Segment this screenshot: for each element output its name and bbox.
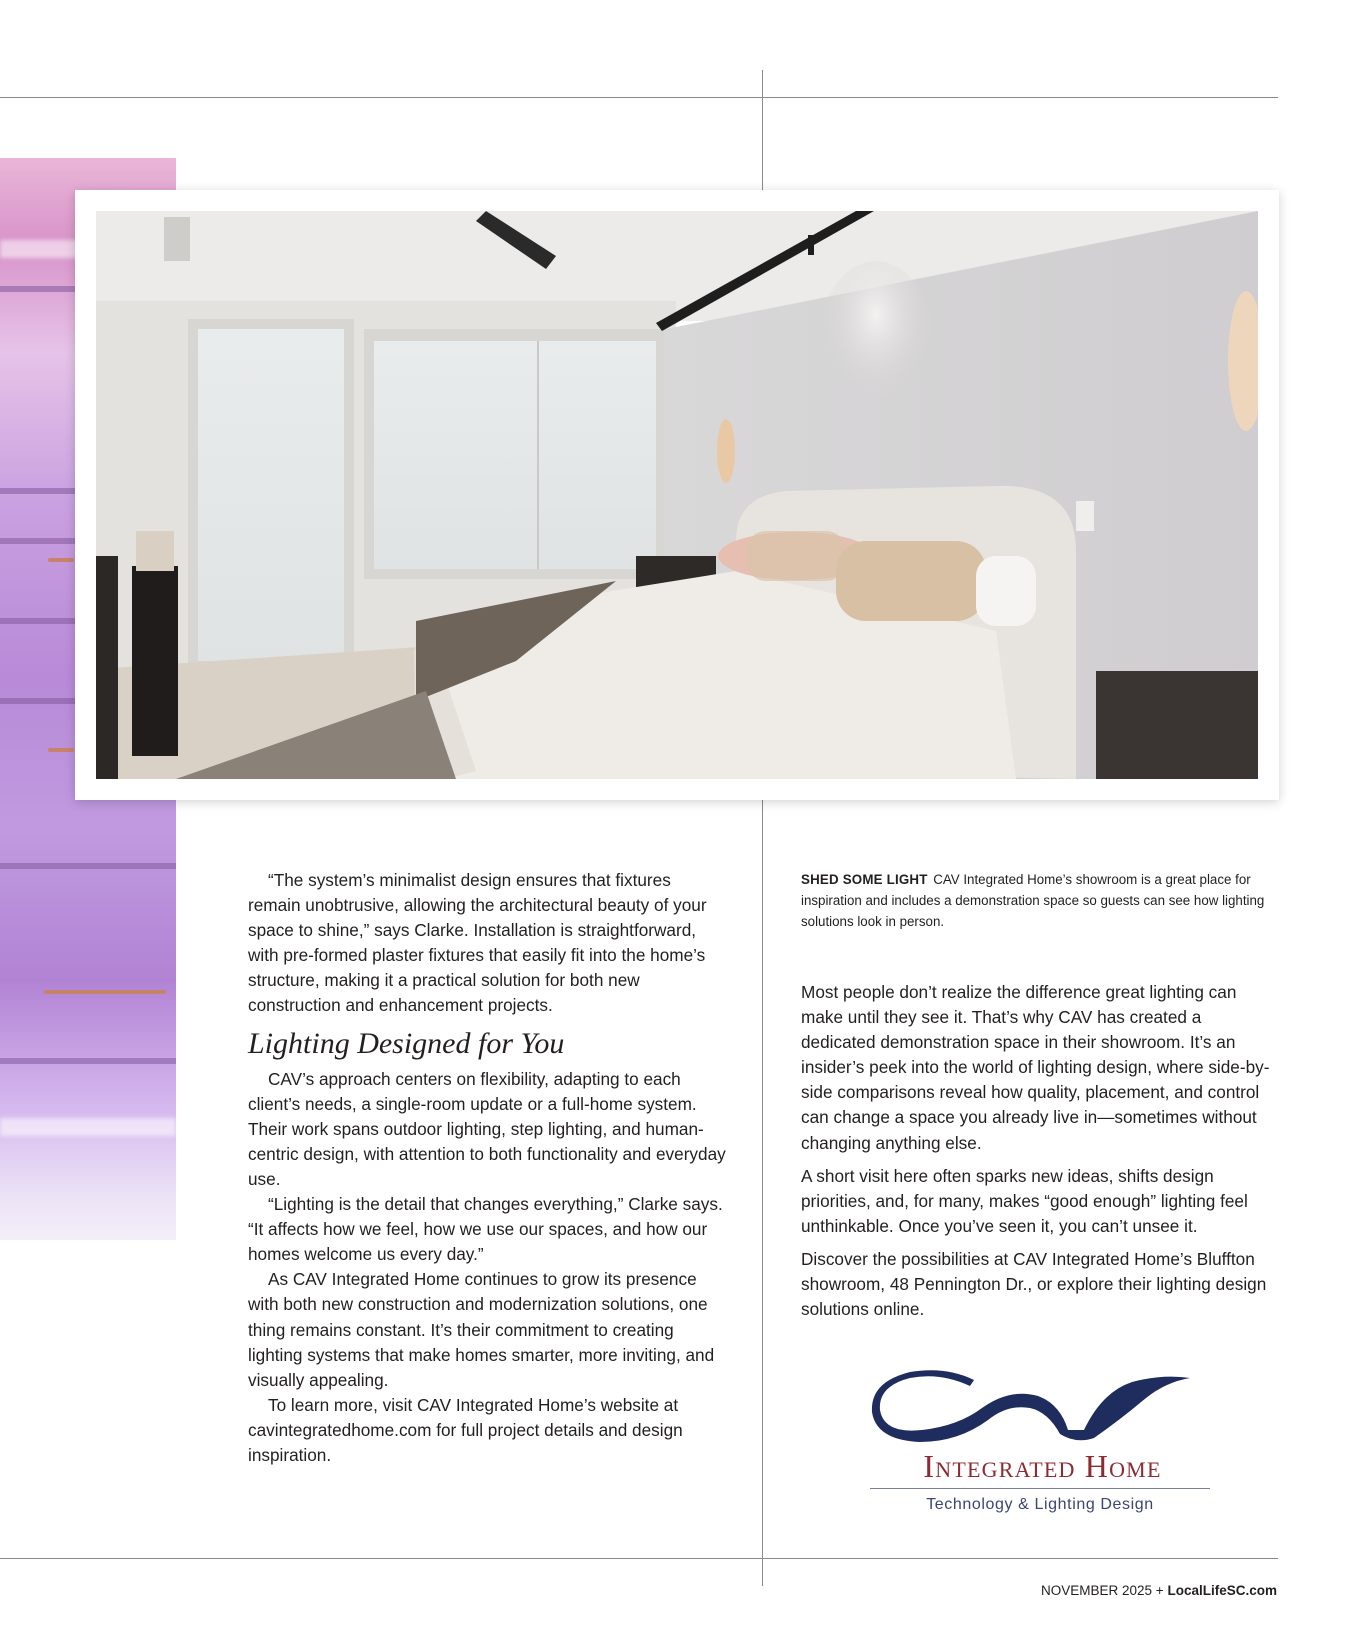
logo-wordmark: Integrated Home (923, 1448, 1162, 1484)
section-subhead: Lighting Designed for You (248, 1026, 565, 1060)
paragraph: As CAV Integrated Home continues to grow its presence with both new construction and modernization solutions, one thing remains constant. It’s their commitment to creating lighting systems that make homes smarter, more inviting, and visually appealing. (248, 1269, 715, 1390)
caption-text: CAV Integrated Home’s showroom is a great place for inspiration and includes a demonstration space so guests can see how lighting solutions look in person. (801, 872, 1265, 930)
paragraph: “Lighting is the detail that changes everything,” Clarke says. “It affects how we feel, how we use our spaces, and how our homes welcome us every day.” (248, 1194, 723, 1265)
paragraph: Discover the possibilities at CAV Integrated Home’s Bluffton showroom, 48 Pennington Dr., or explore their lighting design solutions online. (801, 1248, 1267, 1320)
logo-divider (870, 1488, 1210, 1489)
paragraph: To learn more, visit CAV Integrated Home’s website at cavintegratedhome.com for full project details and design inspiration. (248, 1394, 683, 1465)
top-rule (0, 97, 1278, 98)
cav-integrated-home-logo (870, 1368, 1215, 1518)
column-divider-top (762, 70, 763, 190)
paragraph: Most people don’t realize the difference great lighting can make until they see it. That’s why CAV has created a dedicated demonstration space in their showroom. It’s an insider’s peek into the world of lighting design, where side-by-side comparisons reveal how quality, placement, and control can change a space you already live in—sometimes without changing anything else. (801, 982, 1270, 1153)
logo-tagline: Technology & Lighting Design (926, 1496, 1154, 1513)
paragraph: CAV’s approach centers on flexibility, adapting to each client’s needs, a single-room update or a full-home system. Their work spans outdoor lighting, step lighting, and human-centric design, with attention to both functionality and everyday use. (248, 1068, 726, 1189)
page-footer (1041, 1583, 1277, 1598)
issue-date: NOVEMBER 2025 + (1041, 1583, 1164, 1598)
paragraph: “The system’s minimalist design ensures that fixtures remain unobtrusive, allowing the architectural beauty of your space to shine,” says Clarke. Installation is straightforward, with pre-formed plaster fixtures that easily fit into the home’s structure, making it a practical solution for both new construction and enhancement projects. (248, 870, 707, 1016)
bottom-rule (0, 1558, 1278, 1559)
article-column-right (801, 980, 1279, 1330)
cav-logo-mark (870, 1368, 1215, 1444)
column-divider (762, 800, 763, 1586)
bedroom-photo (96, 211, 1258, 779)
paragraph: A short visit here often sparks new ideas, shifts design priorities, and, for many, makes “good enough” lighting feel unthinkable. Once you’ve seen it, you can’t unsee it. (801, 1165, 1248, 1236)
caption-kicker: SHED SOME LIGHT (801, 872, 928, 888)
bedroom-photo-frame (75, 190, 1279, 800)
site-link[interactable]: LocalLifeSC.com (1167, 1583, 1277, 1598)
article-column-left (248, 868, 728, 1468)
photo-caption (801, 870, 1280, 933)
